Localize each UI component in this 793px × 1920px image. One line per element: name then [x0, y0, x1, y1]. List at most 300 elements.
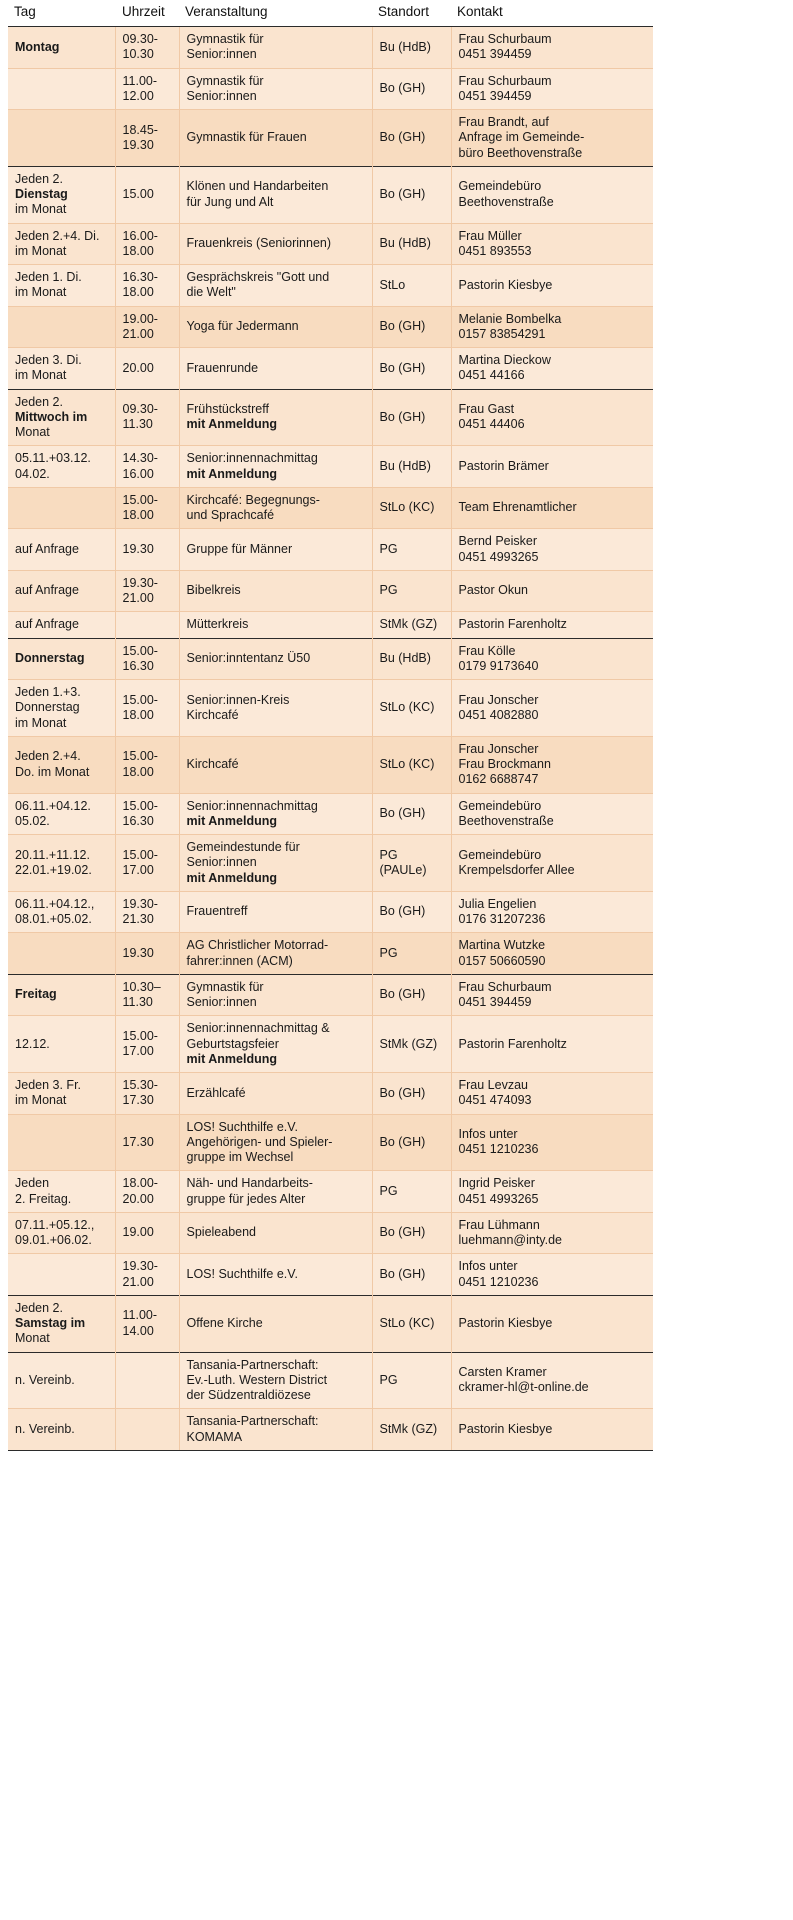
cell-tag-line: 09.01.+06.02. [15, 1233, 92, 1247]
cell-tag-line: Mittwoch im [15, 409, 88, 424]
cell-standort-line: Bu (HdB) [379, 39, 431, 54]
cell-veranstaltung [179, 1352, 372, 1409]
cell-tag [8, 1352, 115, 1409]
cell-veranstaltung [179, 223, 372, 265]
cell-veranstaltung [179, 1114, 372, 1171]
cell-uhrzeit [115, 306, 179, 348]
cell-kontakt-line: Gemeindebüro [458, 179, 542, 194]
table-row [8, 835, 653, 892]
cell-tag-line: 06.11.+04.12. [15, 798, 91, 813]
cell-uhrzeit-line: 19.30- [122, 575, 158, 590]
cell-uhrzeit-line: 15.00- [122, 692, 158, 707]
cell-standort [372, 1254, 451, 1296]
cell-standort-line: StLo [379, 277, 406, 292]
cell-kontakt [451, 1352, 653, 1409]
cell-standort [372, 223, 451, 265]
cell-standort [372, 1409, 451, 1451]
cell-tag-line: 20.11.+11.12. [15, 847, 90, 862]
cell-standort [372, 680, 451, 737]
cell-kontakt [451, 306, 653, 348]
cell-kontakt-line: Frau Schurbaum [458, 32, 552, 46]
cell-uhrzeit [115, 891, 179, 933]
cell-kontakt-line: Frau Levzau [458, 1078, 528, 1092]
cell-uhrzeit-line: 19.30 [122, 945, 154, 960]
cell-veranstaltung-line: mit Anmeldung [186, 466, 278, 481]
cell-kontakt-line: 0451 1210236 [458, 1274, 539, 1289]
cell-uhrzeit-line: 11.00- [122, 1308, 158, 1323]
cell-veranstaltung-line: Senior:innen [186, 855, 257, 870]
table-row [8, 27, 653, 69]
cell-uhrzeit [115, 1254, 179, 1296]
cell-standort [372, 68, 451, 110]
cell-kontakt-line: Frau Schurbaum [458, 979, 552, 994]
cell-kontakt-line: 0162 6688747 [458, 772, 539, 787]
cell-uhrzeit [115, 1212, 179, 1254]
cell-kontakt-line: Pastorin Kiesbye [458, 1421, 553, 1436]
cell-kontakt [451, 793, 653, 835]
cell-uhrzeit-line: 14.00 [122, 1323, 154, 1338]
cell-tag [8, 1409, 115, 1451]
cell-veranstaltung [179, 1295, 372, 1352]
cell-tag [8, 974, 115, 1016]
table-row [8, 1212, 653, 1254]
cell-kontakt-line: 0157 83854291 [458, 326, 546, 341]
cell-tag [8, 680, 115, 737]
cell-kontakt [451, 446, 653, 488]
cell-veranstaltung-line: AG Christlicher Motorrad- [186, 938, 329, 953]
cell-kontakt [451, 487, 653, 529]
cell-tag [8, 793, 115, 835]
cell-veranstaltung-line: Angehörigen- und Spieler- [186, 1134, 333, 1149]
cell-uhrzeit-line: 18.00- [122, 1176, 158, 1191]
cell-standort-line: Bo (GH) [379, 187, 426, 201]
cell-standort-line: PG [379, 1183, 398, 1198]
cell-kontakt-line: Pastorin Kiesbye [458, 1316, 553, 1330]
cell-uhrzeit-line: 19.30- [122, 1259, 158, 1274]
cell-veranstaltung-line: Bibelkreis [186, 583, 241, 598]
cell-uhrzeit-line: 18.00 [122, 508, 154, 522]
cell-kontakt-line: Carsten Kramer [458, 1365, 547, 1380]
cell-uhrzeit-line: 19.00 [122, 1225, 154, 1240]
cell-kontakt [451, 529, 653, 571]
cell-veranstaltung-line: Gymnastik für [186, 979, 264, 994]
cell-veranstaltung [179, 1073, 372, 1115]
cell-uhrzeit-line: 21.00 [122, 1274, 154, 1289]
cell-veranstaltung [179, 891, 372, 933]
cell-standort [372, 793, 451, 835]
cell-kontakt [451, 1212, 653, 1254]
cell-uhrzeit [115, 1114, 179, 1171]
cell-veranstaltung-line: Frauenkreis (Seniorinnen) [186, 236, 332, 251]
cell-tag-line: 2. Freitag. [15, 1191, 72, 1206]
table-row [8, 389, 653, 446]
cell-tag-line: Jeden 2.+4. Di. [15, 228, 100, 243]
cell-veranstaltung-line: Mütterkreis [186, 617, 249, 632]
cell-veranstaltung-line: Tansania-Partnerschaft: [186, 1357, 319, 1372]
cell-tag [8, 389, 115, 446]
cell-veranstaltung [179, 835, 372, 892]
cell-kontakt [451, 1409, 653, 1451]
cell-veranstaltung-line: mit Anmeldung [186, 813, 278, 828]
cell-kontakt-line: ckramer-hl@t-online.de [458, 1380, 589, 1395]
cell-veranstaltung [179, 1254, 372, 1296]
cell-tag-line: im Monat [15, 1093, 67, 1108]
cell-tag-line: n. Vereinb. [15, 1421, 75, 1436]
cell-kontakt-line: 0179 9173640 [458, 658, 539, 673]
cell-uhrzeit-line: 21.00 [122, 591, 154, 605]
cell-tag [8, 1073, 115, 1115]
cell-standort-line: StLo (KC) [379, 500, 435, 515]
cell-kontakt [451, 68, 653, 110]
cell-tag [8, 68, 115, 110]
cell-standort [372, 1016, 451, 1073]
cell-kontakt [451, 570, 653, 612]
cell-kontakt-line: Melanie Bombelka [458, 311, 562, 326]
cell-standort-line: PG [379, 541, 398, 556]
cell-kontakt [451, 389, 653, 446]
cell-tag-line: Monat [15, 1331, 50, 1346]
cell-uhrzeit [115, 974, 179, 1016]
cell-standort-line: StLo (KC) [379, 700, 435, 715]
cell-standort-line: StMk (GZ) [379, 617, 438, 632]
cell-tag-line: Jeden 1.+3. [15, 685, 81, 699]
cell-tag-line: auf Anfrage [15, 541, 79, 556]
cell-uhrzeit-line: 18.00 [122, 707, 154, 722]
cell-veranstaltung-line: Gymnastik für Frauen [186, 130, 307, 145]
table-row [8, 68, 653, 110]
cell-tag-line: Jeden 3. Fr. [15, 1078, 82, 1092]
cell-veranstaltung-line: Ev.-Luth. Western District [186, 1372, 328, 1387]
cell-standort [372, 27, 451, 69]
cell-uhrzeit [115, 166, 179, 223]
cell-tag-line: Do. im Monat [15, 764, 90, 779]
cell-uhrzeit-line: 15.00- [122, 492, 158, 507]
cell-tag-line: Freitag [15, 987, 57, 1002]
cell-standort-line: Bu (HdB) [379, 236, 431, 251]
cell-veranstaltung-line: LOS! Suchthilfe e.V. [186, 1119, 298, 1134]
cell-uhrzeit-line: 10.30 [122, 47, 154, 62]
cell-kontakt-line: Frau Brockmann [458, 757, 551, 771]
cell-tag-line: Jeden [15, 1176, 50, 1191]
cell-veranstaltung [179, 68, 372, 110]
cell-tag-line: n. Vereinb. [15, 1372, 75, 1387]
table-body [8, 27, 653, 1451]
cell-kontakt-line: Frau Gast [458, 402, 515, 417]
cell-standort [372, 1295, 451, 1352]
cell-uhrzeit-line: 15.30- [122, 1078, 158, 1092]
table-row [8, 1114, 653, 1171]
cell-veranstaltung-line: Geburtstagsfeier [186, 1036, 279, 1051]
table-row [8, 1295, 653, 1352]
cell-veranstaltung [179, 487, 372, 529]
table-row [8, 265, 653, 307]
cell-veranstaltung-line: Gruppe für Männer [186, 541, 293, 556]
column-header-uhrzeit: Uhrzeit [115, 0, 179, 27]
cell-kontakt-line: 0451 4993265 [458, 549, 539, 564]
cell-kontakt [451, 223, 653, 265]
cell-standort [372, 570, 451, 612]
cell-veranstaltung-line: mit Anmeldung [186, 417, 278, 432]
cell-veranstaltung-line: Senior:inntentanz Ü50 [186, 651, 311, 666]
cell-standort-line: PG [379, 1372, 398, 1387]
cell-tag-line: Jeden 2. [15, 394, 63, 409]
cell-veranstaltung-line: Offene Kirche [186, 1316, 263, 1330]
cell-tag-line: im Monat [15, 202, 67, 217]
cell-kontakt-line: Pastorin Farenholtz [458, 617, 567, 632]
cell-uhrzeit-line: 20.00 [122, 360, 154, 375]
cell-tag-line: im Monat [15, 243, 67, 258]
cell-uhrzeit-line: 18.00 [122, 285, 154, 300]
cell-uhrzeit [115, 68, 179, 110]
cell-kontakt-line: Gemeindebüro [458, 847, 542, 862]
cell-uhrzeit-line: 15.00- [122, 798, 158, 813]
cell-tag-line: Donnerstag [15, 700, 80, 715]
cell-veranstaltung [179, 736, 372, 793]
cell-tag [8, 306, 115, 348]
cell-uhrzeit-line: 17.30 [122, 1134, 154, 1149]
cell-tag-line: 05.11.+03.12. [15, 451, 91, 466]
cell-tag-line: im Monat [15, 285, 67, 300]
cell-veranstaltung-line: die Welt" [186, 285, 236, 300]
cell-uhrzeit-line: 19.30 [122, 541, 154, 556]
cell-kontakt-line: 0157 50660590 [458, 953, 546, 968]
cell-veranstaltung [179, 27, 372, 69]
cell-uhrzeit-line: 09.30- [122, 32, 158, 46]
cell-uhrzeit [115, 1295, 179, 1352]
cell-tag-line: auf Anfrage [15, 583, 79, 598]
cell-kontakt [451, 1114, 653, 1171]
cell-veranstaltung [179, 638, 372, 680]
column-header-kontakt: Kontakt [451, 0, 653, 27]
cell-veranstaltung-line: Gymnastik für [186, 73, 264, 88]
cell-veranstaltung-line: Tansania-Partnerschaft: [186, 1414, 319, 1429]
cell-uhrzeit-line: 12.00 [122, 88, 154, 103]
cell-tag [8, 166, 115, 223]
cell-kontakt-line: Beethovenstraße [458, 813, 554, 828]
cell-tag [8, 110, 115, 167]
cell-standort-line: Bo (GH) [379, 1225, 426, 1240]
cell-uhrzeit-line: 15.00- [122, 847, 158, 862]
cell-uhrzeit-line: 18.00 [122, 243, 154, 258]
table-row [8, 570, 653, 612]
cell-uhrzeit-line: 11.00- [122, 73, 158, 88]
cell-standort [372, 110, 451, 167]
cell-veranstaltung-line: Frauenrunde [186, 360, 259, 375]
cell-uhrzeit-line: 16.00- [122, 228, 158, 243]
cell-veranstaltung [179, 974, 372, 1016]
cell-veranstaltung-line: LOS! Suchthilfe e.V. [186, 1266, 298, 1281]
cell-uhrzeit-line: 10.30– [122, 979, 161, 994]
cell-veranstaltung-line: und Sprachcafé [186, 508, 275, 522]
table-row [8, 680, 653, 737]
cell-tag-line: Jeden 3. Di. [15, 353, 82, 367]
cell-uhrzeit-line: 20.00 [122, 1191, 154, 1206]
cell-standort [372, 389, 451, 446]
cell-kontakt [451, 835, 653, 892]
cell-uhrzeit [115, 1171, 179, 1213]
table-row [8, 306, 653, 348]
cell-kontakt-line: Gemeindebüro [458, 798, 542, 813]
table-row [8, 974, 653, 1016]
cell-uhrzeit-line: 15.00 [122, 187, 154, 201]
cell-standort [372, 265, 451, 307]
cell-veranstaltung-line: Kirchcafé [186, 757, 239, 771]
table-row [8, 1409, 653, 1451]
cell-veranstaltung-line: fahrer:innen (ACM) [186, 953, 293, 968]
cell-kontakt [451, 1295, 653, 1352]
cell-uhrzeit-line: 15.00- [122, 749, 158, 764]
cell-tag-line: Montag [15, 39, 60, 54]
cell-standort [372, 1073, 451, 1115]
cell-uhrzeit [115, 348, 179, 390]
cell-veranstaltung-line: für Jung und Alt [186, 194, 274, 209]
table-row [8, 793, 653, 835]
cell-uhrzeit-line: 16.30 [122, 813, 154, 828]
cell-veranstaltung [179, 166, 372, 223]
cell-uhrzeit-line: 09.30- [122, 402, 158, 417]
cell-kontakt-line: Pastorin Kiesbye [458, 277, 553, 292]
table-row [8, 1254, 653, 1296]
cell-tag [8, 570, 115, 612]
column-header-tag: Tag [8, 0, 115, 27]
column-header-standort: Standort [372, 0, 451, 27]
cell-veranstaltung [179, 1212, 372, 1254]
cell-tag [8, 835, 115, 892]
cell-tag [8, 487, 115, 529]
cell-standort [372, 736, 451, 793]
cell-veranstaltung-line: der Südzentraldiözese [186, 1388, 311, 1402]
cell-veranstaltung-line: Senior:innen [186, 995, 257, 1009]
cell-veranstaltung-line: KOMAMA [186, 1429, 243, 1444]
table-row [8, 1016, 653, 1073]
cell-tag [8, 27, 115, 69]
cell-tag-line: 08.01.+05.02. [15, 912, 92, 926]
table-row [8, 933, 653, 975]
cell-uhrzeit [115, 223, 179, 265]
cell-uhrzeit [115, 736, 179, 793]
cell-veranstaltung-line: mit Anmeldung [186, 870, 278, 885]
cell-uhrzeit [115, 638, 179, 680]
cell-kontakt [451, 736, 653, 793]
cell-standort [372, 1114, 451, 1171]
cell-uhrzeit-line: 16.30 [122, 658, 154, 673]
cell-uhrzeit-line: 11.30 [122, 417, 153, 432]
header-row [8, 0, 653, 27]
cell-veranstaltung [179, 389, 372, 446]
cell-tag-line: Jeden 2. [15, 1300, 63, 1315]
cell-uhrzeit-line: 17.30 [122, 1093, 154, 1108]
cell-standort-line: StMk (GZ) [379, 1421, 438, 1436]
cell-veranstaltung [179, 1171, 372, 1213]
cell-veranstaltung [179, 306, 372, 348]
cell-tag-line: auf Anfrage [15, 617, 79, 632]
cell-standort-line: Bo (GH) [379, 409, 426, 424]
cell-kontakt [451, 110, 653, 167]
cell-tag-line: Jeden 2. [15, 171, 63, 186]
cell-tag [8, 1254, 115, 1296]
cell-tag-line: 05.02. [15, 813, 50, 828]
cell-veranstaltung-line: Frühstückstreff [186, 402, 269, 417]
cell-standort [372, 1212, 451, 1254]
cell-uhrzeit-line: 21.00 [122, 326, 154, 341]
cell-kontakt-line: 0451 44406 [458, 417, 525, 432]
table-row [8, 348, 653, 390]
table-row [8, 1352, 653, 1409]
cell-tag-line: 07.11.+05.12., [15, 1217, 95, 1232]
cell-veranstaltung-line: Gesprächskreis "Gott und [186, 270, 330, 284]
cell-standort [372, 933, 451, 975]
cell-kontakt-line: Frau Schurbaum [458, 73, 552, 88]
cell-tag-line: Jeden 2.+4. [15, 749, 81, 764]
cell-kontakt-line: Martina Wutzke [458, 938, 546, 953]
table-row [8, 446, 653, 488]
cell-uhrzeit-line: 17.00 [122, 862, 154, 877]
cell-uhrzeit [115, 793, 179, 835]
cell-standort-line: Bo (GH) [379, 319, 426, 334]
cell-uhrzeit [115, 110, 179, 167]
cell-tag [8, 265, 115, 307]
cell-veranstaltung [179, 570, 372, 612]
cell-uhrzeit [115, 612, 179, 638]
cell-kontakt-line: büro Beethovenstraße [458, 145, 583, 160]
cell-standort-line: Bo (GH) [379, 1085, 426, 1100]
cell-tag-line: Monat [15, 425, 50, 439]
cell-tag [8, 612, 115, 638]
cell-standort-line: Bo (GH) [379, 904, 426, 919]
cell-kontakt [451, 1254, 653, 1296]
table-row [8, 1073, 653, 1115]
cell-standort [372, 348, 451, 390]
cell-tag-line: 22.01.+19.02. [15, 862, 92, 877]
cell-kontakt [451, 933, 653, 975]
table-row [8, 736, 653, 793]
cell-standort-line: Bo (GH) [379, 1134, 426, 1149]
cell-uhrzeit [115, 27, 179, 69]
table-header [8, 0, 653, 27]
cell-kontakt-line: Frau Jonscher [458, 692, 539, 707]
cell-veranstaltung-line: Senior:innennachmittag [186, 798, 318, 813]
cell-kontakt [451, 166, 653, 223]
cell-tag [8, 348, 115, 390]
cell-veranstaltung-line: gruppe im Wechsel [186, 1150, 294, 1164]
cell-veranstaltung-line: Gymnastik für [186, 32, 264, 46]
cell-tag [8, 446, 115, 488]
cell-kontakt-line: Anfrage im Gemeinde- [458, 130, 585, 145]
cell-kontakt-line: 0451 394459 [458, 47, 532, 62]
cell-veranstaltung-line: Yoga für Jedermann [186, 319, 299, 334]
cell-standort [372, 529, 451, 571]
cell-veranstaltung-line: Senior:innen-Kreis [186, 692, 290, 707]
cell-kontakt-line: Beethovenstraße [458, 194, 554, 209]
cell-veranstaltung-line: Spieleabend [186, 1225, 257, 1240]
cell-veranstaltung [179, 265, 372, 307]
cell-standort-line: StMk (GZ) [379, 1036, 438, 1051]
cell-kontakt-line: Krempelsdorfer Allee [458, 862, 575, 877]
cell-uhrzeit [115, 1409, 179, 1451]
cell-veranstaltung [179, 1409, 372, 1451]
cell-kontakt [451, 974, 653, 1016]
cell-kontakt-line: Bernd Peisker [458, 534, 538, 549]
cell-uhrzeit-line: 15.00- [122, 643, 158, 658]
cell-standort [372, 612, 451, 638]
cell-standort-line: PG [379, 847, 398, 862]
cell-kontakt-line: Pastorin Brämer [458, 458, 549, 473]
cell-tag-line: 04.02. [15, 466, 50, 481]
cell-kontakt [451, 1016, 653, 1073]
cell-standort-line: Bo (GH) [379, 806, 426, 821]
cell-kontakt-line: Team Ehrenamtlicher [458, 500, 577, 515]
cell-veranstaltung-line: Erzählcafé [186, 1085, 246, 1100]
